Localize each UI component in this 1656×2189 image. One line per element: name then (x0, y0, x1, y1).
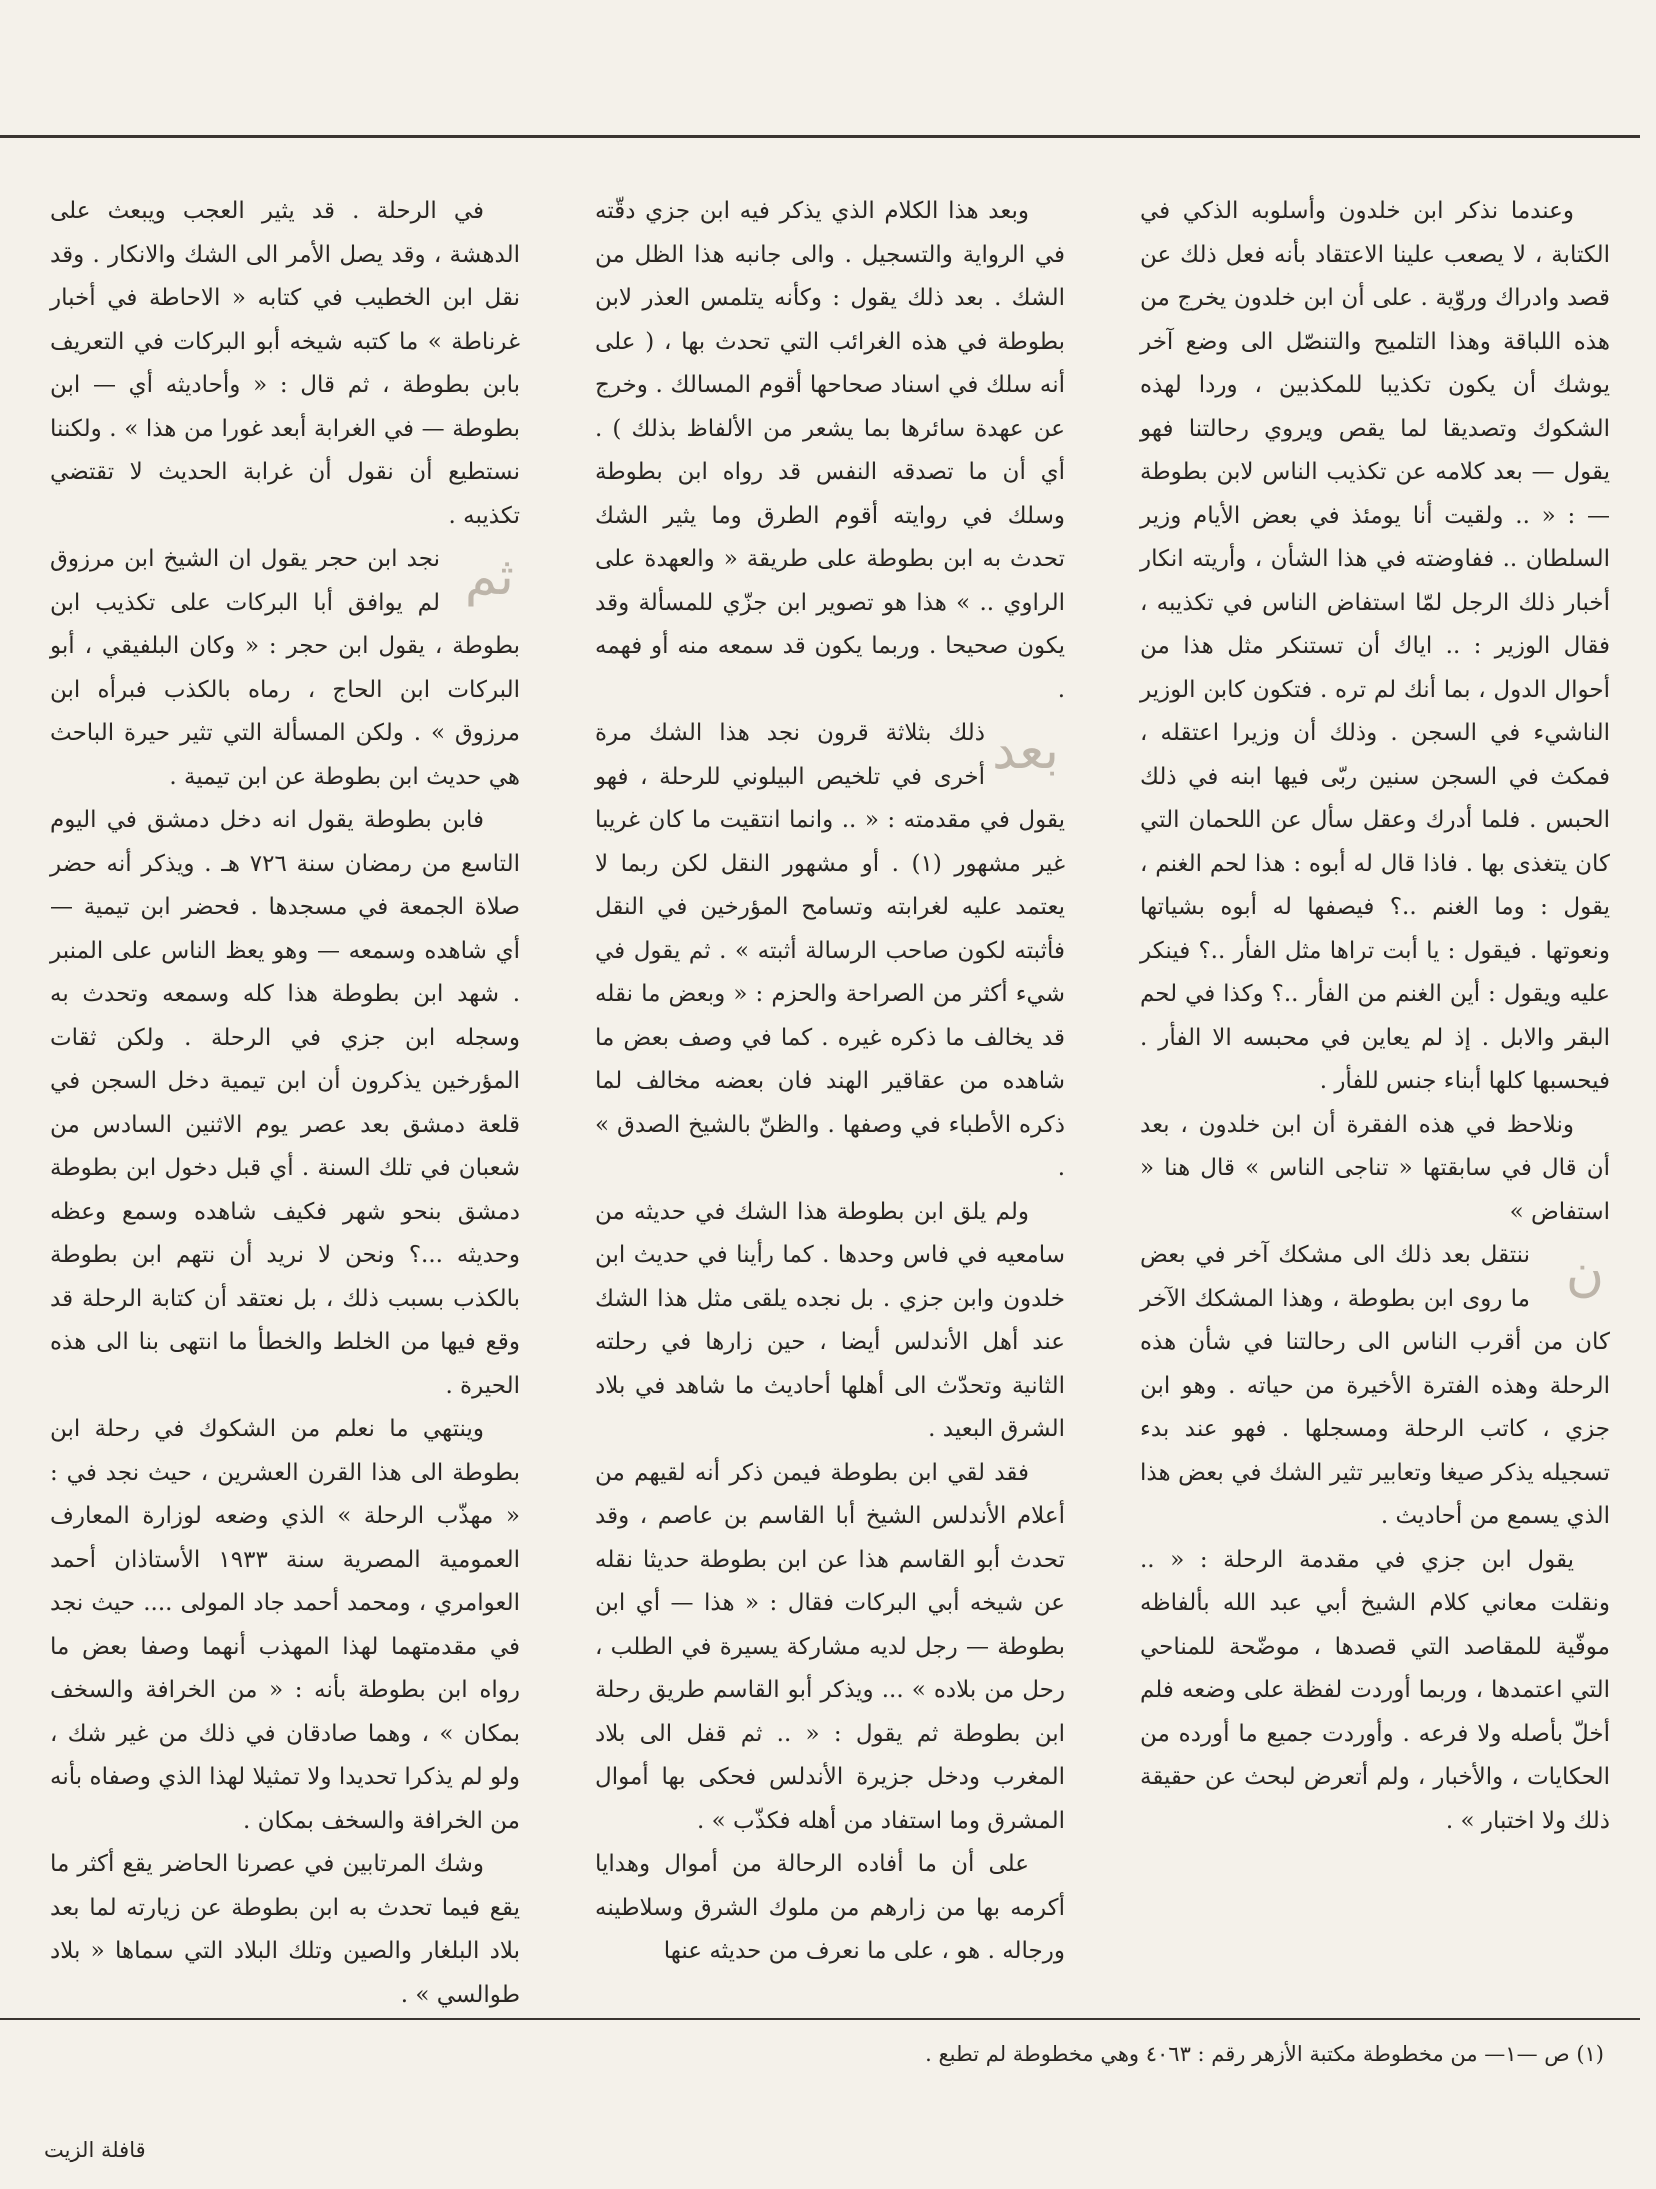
magazine-name: قافلة الزيت (44, 2138, 146, 2162)
paragraph (50, 190, 520, 538)
paragraph-text: في الرحلة . قد يثير العجب ويبعث على الدهشة ، وقد يصل الأمر الى الشك والانكار . وقد نقل ابن الخطيب في كتابه « الاحاطة في أخبار غرناطة » ما كتبه شيخه أبو البركات في التعريف بابن بطوطة ، ثم قال : « وأحاديثه أي — ابن بطوطة — في الغرابة أبعد غورا من هذا » . ولكننا نستطيع أن نقول أن غرابة الحديث لا تقتضي تكذيبه . (50, 198, 520, 529)
paragraph (50, 1408, 520, 1843)
paragraph (595, 1452, 1065, 1844)
paragraph-text: وينتهي ما نعلم من الشكوك في رحلة ابن بطوطة الى هذا القرن العشرين ، حيث نجد في : « مهذّب الرحلة » الذي وضعه لوزارة المعارف العمومية المصرية سنة ١٩٣٣ الأستاذان أحمد العوامري ، ومحمد أحمد جاد المولى .... حيث نجد في مقدمتهما لهذا المهذب أنهما وصفا بعض ما رواه ابن بطوطة بأنه : « من الخرافة والسخف بمكان » ، وهما صادقان في ذلك من غير شك ، ولو لم يذكرا تحديدا ولا تمثيلا لهذا الذي وصفاه بأنه من الخرافة والسخف بمكان . (50, 1416, 521, 1834)
paragraph-text: على أن ما أفاده الرحالة من أموال وهدايا أكرمه بها من زارهم من ملوك الشرق وسلاطينه ورجاله . هو ، على ما نعرف من حديثه عنها (595, 1851, 1065, 1964)
top-rule (0, 135, 1640, 138)
paragraph (1140, 1104, 1610, 1235)
paragraph (1140, 1234, 1610, 1539)
ornamental-initial: بعد (992, 721, 1059, 781)
column-2 (595, 190, 1065, 1964)
ornamental-initial: ن (1565, 1243, 1604, 1303)
paragraph-text: ولم يلق ابن بطوطة هذا الشك في حديثه من سامعيه في فاس وحدها . كما رأينا في حديث ابن خلدون وابن جزي . بل نجده يلقى مثل هذا الشك عند أهل الأندلس أيضا ، حين زارها في رحلته الثانية وتحدّث الى أهلها أحاديث ما شاهد في بلاد الشرق البعيد . (595, 1198, 1065, 1442)
paragraph-text: فابن بطوطة يقول انه دخل دمشق في اليوم التاسع من رمضان سنة ٧٢٦ هـ . ويذكر أنه حضر صلاة الجمعة في مسجدها . فحضر ابن تيمية — أي شاهده وسمعه — وهو يعظ الناس على المنبر . شهد ابن بطوطة هذا كله وسمعه وتحدث به وسجله ابن جزي في الرحلة . ولكن ثقات المؤرخين يذكرون أن ابن تيمية دخل السجن في قلعة دمشق بعد عصر يوم الاثنين السادس من شعبان في تلك السنة . أي قبل دخول ابن بطوطة دمشق بنحو شهر فكيف شاهده وسمع وعظه وحديثه ...؟ ونحن لا نريد أن نتهم ابن بطوطة بالكذب بسبب ذلك ، بل نعتقد أن كتابة الرحلة قد وقع فيها من الخلط والخطأ ما انتهى بنا الى هذه الحيرة . (50, 807, 521, 1399)
paragraph (595, 1191, 1065, 1452)
paragraph (1140, 190, 1610, 1104)
article-columns (50, 190, 1610, 2008)
column-1 (1140, 190, 1610, 1950)
paragraph (595, 712, 1065, 1191)
paragraph-text: ذلك بثلاثة قرون نجد هذا الشك مرة أخرى في تلخيص البيلوني للرحلة ، فهو يقول في مقدمته : « .. وانما انتقيت ما كان غريبا غير مشهور (١) . أو مشهور النقل لكن ربما لا يعتمد عليه لغرابته وتسامح المؤرخين في النقل فأثبته لكون صاحب الرسالة أثبته » . ثم يقول في شيء أكثر من الصراحة والحزم : « وبعض ما نقله قد يخالف ما ذكره غيره . كما في وصف بعض ما شاهده من عقاقير الهند فان بعضه مخالف لما ذكره الأطباء في وصفها . والظنّ بالشيخ الصدق » . (595, 720, 1065, 1181)
paragraph (50, 538, 520, 799)
paragraph (595, 1843, 1065, 1974)
paragraph-text: ننتقل بعد ذلك الى مشكك آخر في بعض ما روى ابن بطوطة ، وهذا المشكك الآخر كان من أقرب الناس الى رحالتنا في شأن هذه الرحلة وهذه الفترة الأخيرة من حياته . وهو ابن جزي ، كاتب الرحلة ومسجلها . فهو عند بدء تسجيله يذكر صيغا وتعابير تثير الشك في بعض هذا الذي يسمع من أحاديث . (1140, 1242, 1610, 1529)
paragraph-text: نجد ابن حجر يقول ان الشيخ ابن مرزوق لم يوافق أبا البركات على تكذيب ابن بطوطة ، يقول ابن حجر : « وكان البلفيقي ، أبو البركات ابن الحاج ، رماه بالكذب فبرأه ابن مرزوق » . ولكن المسألة التي تثير حيرة الباحث هي حديث ابن بطوطة عن ابن تيمية . (50, 546, 520, 790)
paragraph-text: ونلاحظ في هذه الفقرة أن ابن خلدون ، بعد أن قال في سابقتها « تناجى الناس » قال هنا « استفاض » (1140, 1111, 1610, 1225)
paragraph-text: فقد لقي ابن بطوطة فيمن ذكر أنه لقيهم من أعلام الأندلس الشيخ أبا القاسم بن عاصم ، وقد تحدث أبو القاسم هذا عن ابن بطوطة حديثا نقله عن شيخه أبي البركات فقال : « هذا — أي ابن بطوطة — رجل لديه مشاركة يسيرة في الطلب ، رحل من بلاده » ... ويذكر أبو القاسم طريق رحلة ابن بطوطة ثم يقول : « .. ثم قفل الى بلاد المغرب ودخل جزيرة الأندلس فحكى بها أموال المشرق وما استفاد من أهله فكذّب » . (595, 1459, 1065, 1834)
paragraph-text: وعندما نذكر ابن خلدون وأسلوبه الذكي في الكتابة ، لا يصعب علينا الاعتقاد بأنه فعل ذلك عن قصد وادراك وروّية . على أن ابن خلدون يخرج من هذه اللباقة وهذا التلميح والتنصّل الى وضع آخر يوشك أن يكون تكذيبا للمكذبين ، وردا لهذه الشكوك وتصديقا لما يقص ويروي رحالتنا فهو يقول — بعد كلامه عن تكذيب الناس لابن بطوطة — : « .. ولقيت أنا يومئذ في بعض الأيام وزير السلطان .. ففاوضته في هذا الشأن ، وأريته انكار أخبار ذلك الرجل لمّا استفاض الناس في تكذيبه ، فقال الوزير : .. اياك أن تستنكر مثل هذا من أحوال الدول ، بما أنك لم تره . فتكون كابن الوزير الناشيء في السجن . وذلك أن وزيرا اعتقله ، فمكث في السجن سنين ربّى فيها ابنه في ذلك الحبس . فلما أدرك وعقل سأل عن اللحمان التي كان يتغذى بها . فاذا قال له أبوه : هذا لحم الغنم ، يقول : وما الغنم ..؟ فيصفها له أبوه بشياتها ونعوتها . فيقول : يا أبت تراها مثل الفأر ..؟ فينكر عليه ويقول : أين الغنم من الفأر ..؟ وكذا في لحم البقر والابل . إذ لم يعاين في محبسه الا الفأر . فيحسبها كلها أبناء جنس للفأر . (1140, 198, 1610, 1094)
paragraph (50, 1843, 520, 2017)
paragraph-text: وشك المرتابين في عصرنا الحاضر يقع أكثر ما يقع فيما تحدث به ابن بطوطة عن زيارته لما بعد بلاد البلغار والصين وتلك البلاد التي سماها « بلاد طوالسي » . (50, 1851, 520, 2008)
column-3 (50, 190, 521, 2008)
footnote-rule (0, 2018, 1640, 2020)
paragraph (1140, 1539, 1610, 1844)
paragraph (50, 799, 520, 1408)
ornamental-initial: ثم (464, 547, 514, 607)
paragraph (595, 190, 1065, 712)
footnote: (١) ص —١— من مخطوطة مكتبة الأزهر رقم : ٤٠٦٣ وهي مخطوطة لم تطبع . (925, 2042, 1604, 2066)
paragraph-text: وبعد هذا الكلام الذي يذكر فيه ابن جزي دقّته في الرواية والتسجيل . والى جانبه هذا الظل من الشك . بعد ذلك يقول : وكأنه يتلمس العذر لابن بطوطة في هذه الغرائب التي تحدث بها ، ( على أنه سلك في اسناد صحاحها أقوم المسالك . وخرج عن عهدة سائرها بما يشعر من الألفاظ بذلك ) . أي أن ما تصدقه النفس قد رواه ابن بطوطة وسلك في روايته أقوم الطرق وما يثير الشك تحدث به ابن بطوطة على طريقة « والعهدة على الراوي .. » هذا هو تصوير ابن جزّي للمسألة وقد يكون صحيحا . وربما يكون قد سمعه منه أو فهمه . (595, 198, 1065, 703)
paragraph-text: يقول ابن جزي في مقدمة الرحلة : « .. ونقلت معاني كلام الشيخ أبي عبد الله بألفاظه موفّية للمقاصد التي قصدها ، موضّحة للمناحي التي اعتمدها ، وربما أوردت لفظة على وضعه فلم أخلّ بأصله ولا فرعه . وأوردت جميع ما أورده من الحكايات ، والأخبار ، ولم أتعرض لبحث عن حقيقة ذلك ولا اختبار » . (1140, 1546, 1610, 1834)
